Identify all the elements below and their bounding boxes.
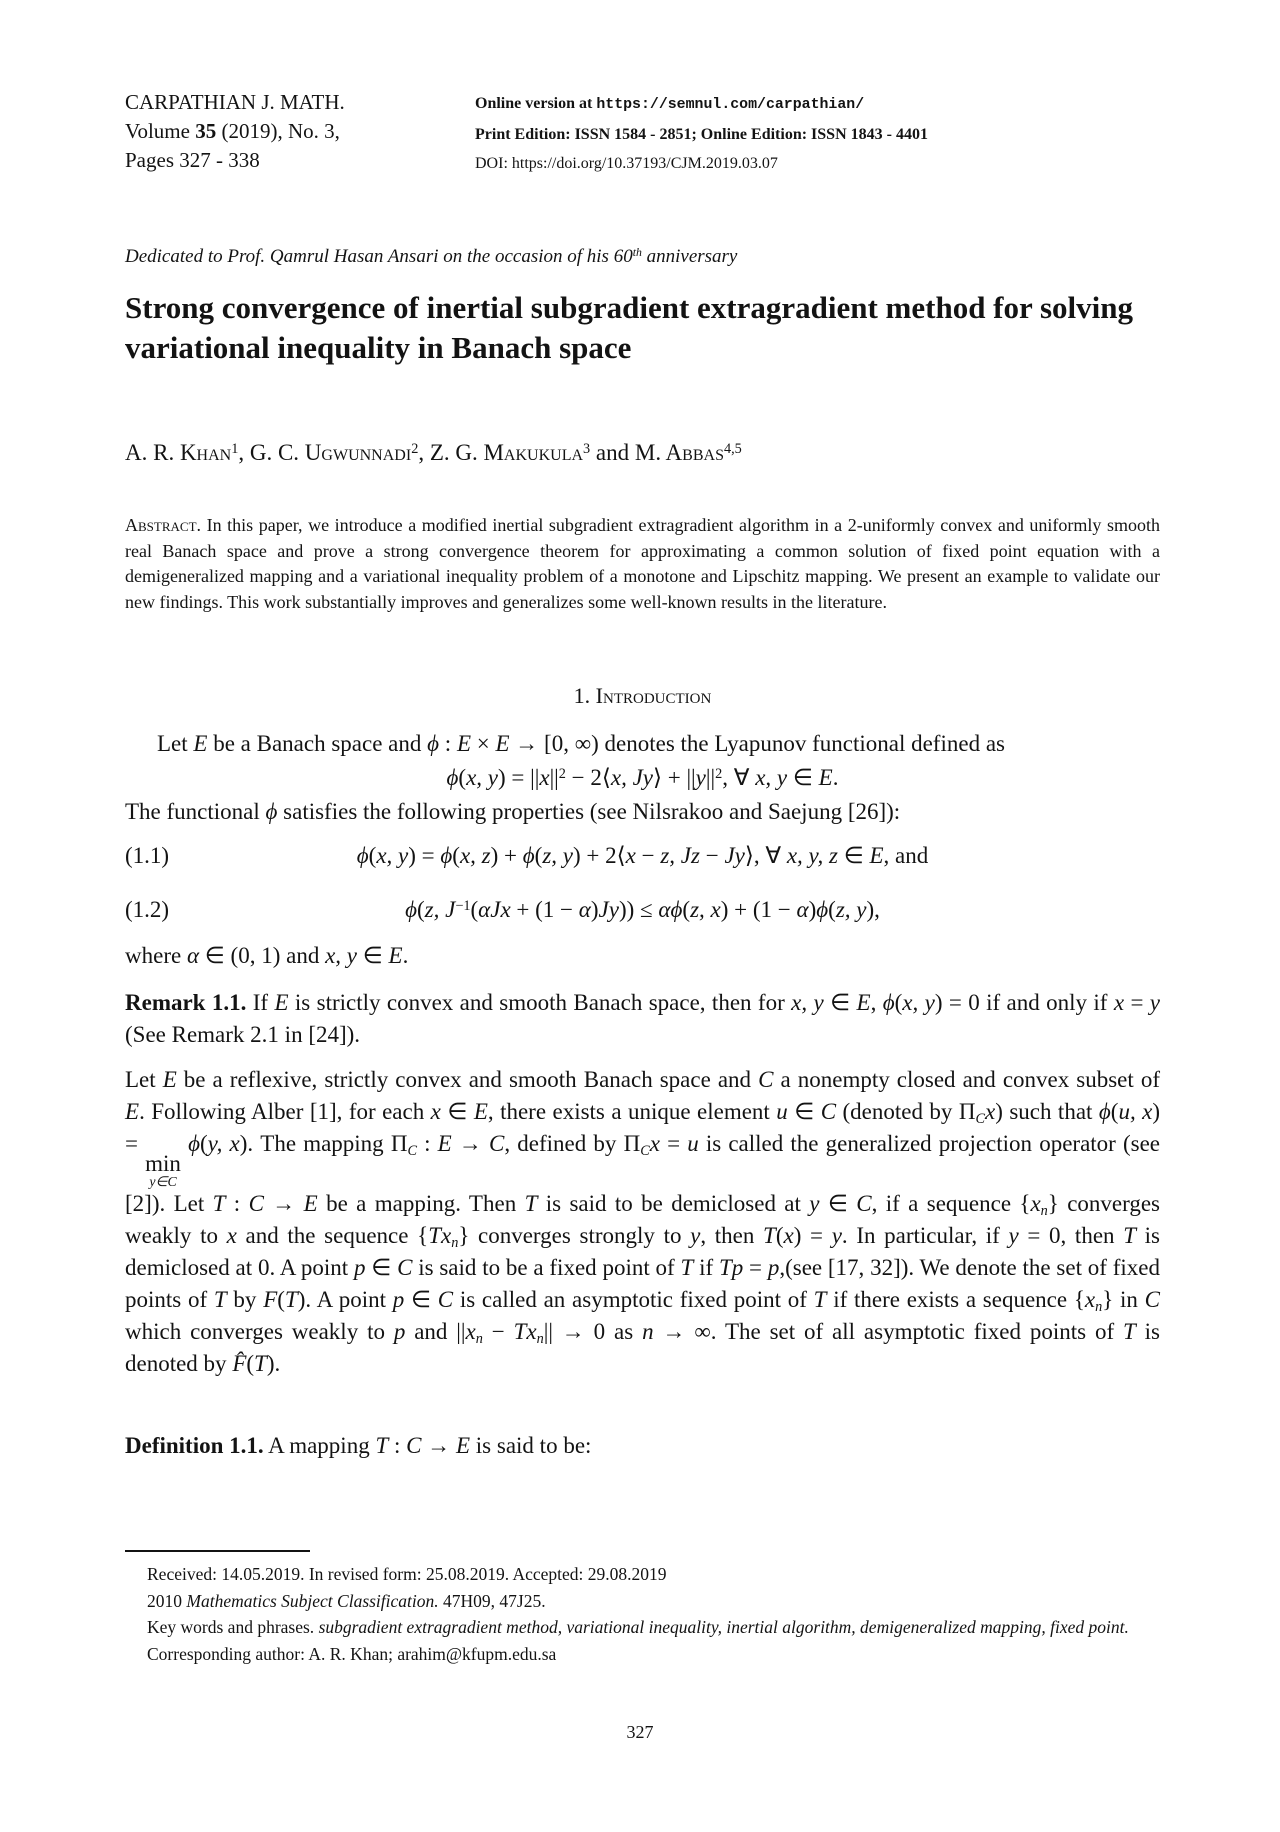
pages-line: Pages 327 - 338	[125, 148, 260, 172]
volume-line: Volume 35 (2019), No. 3,	[125, 119, 340, 143]
footnote-keywords: Key words and phrases. subgradient extragradient method, variational inequality, inertial algorithm, demigeneralized mapping, fixed point.	[147, 1617, 1129, 1637]
online-version-line: Online version at https://semnul.com/carpathian/	[475, 95, 865, 113]
equation-1-2-label: (1.2)	[125, 897, 170, 922]
properties-paragraph: The functional ϕ satisfies the following properties (see Nilsrakoo and Saejung [26]):	[125, 799, 901, 824]
lyapunov-equation: ϕ(x, $y) = ||x||^2$ − 2⟨x, Jy⟩ + $||y||^2$, ∀ x, y ∈ E.	[446, 765, 839, 790]
intro-paragraph: Let E be a Banach space and ϕ : E × E → [0, ∞) denotes the Lyapunov functional defined as	[157, 731, 1005, 756]
definition-1-1: Definition 1.1. A mapping T : C → E is said to be:	[125, 1433, 592, 1459]
equation-1-2-body: ϕ(z, $J^{-1}(\alpha Jx + (1 - \alpha)Jy)) \le \alpha\phi(z$, x) + (1 − α)ϕ(z, y),	[405, 897, 880, 922]
header-right-block	[475, 88, 928, 178]
equation-1-1-label: (1.1)	[125, 843, 170, 868]
where-clause: where α ∈ (0, 1) and x, y ∈ E.	[125, 943, 409, 968]
header-left-block	[125, 88, 475, 178]
abstract-paragraph: Abstract. In this paper, we introduce a modified inertial subgradient extragradient algorithm in a 2-uniformly convex and uniformly smooth real Banach space and prove a strong convergence theorem for approximating a common solution of fixed point equation with a demigeneralized mapping and a variational inequality problem of a monotone and Lipschitz mapping. We present an example to validate our new findings. This work substantially improves and generalizes some well-known results in the literature.	[125, 515, 1160, 612]
issn-line: Print Edition: ISSN 1584 - 2851; Online Edition: ISSN 1843 - 4401	[475, 126, 928, 143]
remark-1-1: Remark 1.1. If E is strictly convex and smooth Banach space, then for x, y ∈ E, ϕ(x, y) = 0 if and only if x = y (See Remark 2.1 in [24]).	[125, 990, 1161, 1047]
equation-1-1-body: ϕ(x, y) = ϕ(x, z) + ϕ(z, y) + 2⟨x − z, Jz − Jy⟩, ∀ x, y, z ∈ E, and	[356, 843, 929, 868]
section-heading-introduction: 1. Introduction	[573, 683, 712, 708]
footnote-corresponding-author: Corresponding author: A. R. Khan; arahim@kfupm.edu.sa	[147, 1643, 557, 1664]
page-header	[125, 88, 1160, 178]
paper-title: Strong convergence of inertial subgradient extragradient method for solving variational inequality in Banach space	[125, 290, 1133, 365]
footnote-rule	[125, 1550, 310, 1552]
footnote-received: Received: 14.05.2019. In revised form: 25.08.2019. Accepted: 29.08.2019	[147, 1564, 667, 1584]
page-content	[125, 0, 1160, 1462]
journal-name: CARPATHIAN J. MATH.	[125, 90, 345, 114]
page-number: 327	[626, 1722, 654, 1742]
doi-line: DOI: https://doi.org/10.37193/CJM.2019.03.07	[475, 155, 778, 172]
footnote-area	[125, 1550, 1160, 1667]
footnote-msc: 2010 Mathematics Subject Classification. 47H09, 47J25.	[147, 1590, 546, 1611]
equation-1-1	[125, 838, 1160, 874]
authors-line: A. R. Khan$^1$, G. C. Ugwunnadi$^2$, Z. G. Makukula$^3$ and M. Abbas$^{4,5}$	[125, 440, 742, 465]
equation-1-2	[125, 892, 1160, 928]
projection-operator-paragraph: Let E be a reflexive, strictly convex and smooth Banach space and C a nonempty closed and convex subset of E. Following Alber [1], for each x ∈ E, there exists a unique element u ∈ C (denoted by ΠCx) such that ϕ(u, x) = min y∈C ϕ(y, x). The mapping ΠC : E → C, defined by ΠCx = u is called the generalized projection operator (see [2]). Let T : C → E be a mapping. Then T is said to be demiclosed at y ∈ C, if a sequence {xn} converges weakly to x and the sequence {Txn} converges strongly to y, then T(x) = y. In particular, if y = 0, then T is demiclosed at 0. A point p ∈ C is said to be a fixed point of T if Tp = p,(see [17, 32]). We denote the set of fixed points of T by F(T). A point p ∈ C is called an asymptotic fixed point of T if there exists a sequence {xn} in C which converges weakly to p and ||xn − Txn|| → 0 as n → ∞. The set of all asymptotic fixed points of T is denoted by F̂(T).	[125, 1067, 1161, 1377]
dedication-line: Dedicated to Prof. Qamrul Hasan Ansari on the occasion of his 60th anniversary	[125, 245, 738, 267]
